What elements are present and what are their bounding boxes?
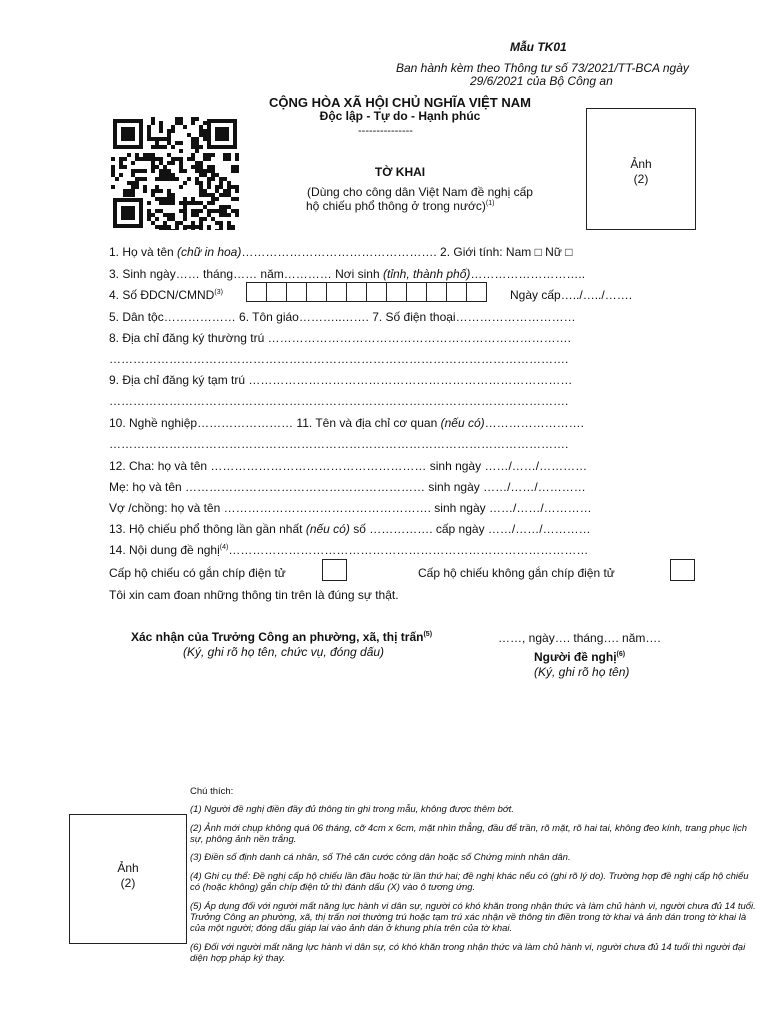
note-6: (6) Đối với người mất năng lực hành vi dân sự, có khó khăn trong nhận thức và làm chủ hành vi, người chưa đủ 14 tuổi thì người đại diện hợp pháp ký thay. (190, 942, 746, 964)
field-5-7: 5. Dân tộc……………… 6. Tôn giáo………..……. 7. Số điện thoại………………………… (109, 310, 576, 324)
field-9-temporary-address: 9. Địa chỉ đăng ký tạm trú ……………………………………………………………………… (109, 373, 573, 387)
field-4-issue-date: Ngày cấp…../…../……. (510, 288, 633, 302)
applicant-title: Người đề nghị$^{(6)}$ (534, 650, 626, 664)
issued-line-2: 29/6/2021 của Bộ Công an (470, 74, 613, 88)
id-digit-box[interactable] (406, 282, 427, 302)
field-4-id-label: 4. Số ĐDCN/CMND$^{(3)}$ (109, 288, 223, 302)
note-4: (4) Ghi cụ thể: Đề nghị cấp hộ chiếu lần đầu hoặc từ lần thứ hai; đề nghị khác nếu có (ghi rõ lý do). Trường hợp đề nghị cấp hộ chiếu có (hoặc không) gắn chíp điện tử thì đánh dấu (X) vào ô tương ứng. (190, 871, 749, 893)
photo-frame-top (586, 108, 696, 230)
id-digit-box[interactable] (446, 282, 467, 302)
note-3: (3) Điền số định danh cá nhân, số Thẻ căn cước công dân hoặc số Chứng minh nhân dân. (190, 852, 571, 863)
notes-heading: Chú thích: (190, 786, 234, 797)
field-12-mother: Mẹ: họ và tên …………………………………………………… sinh ngày ……/……/………… (109, 480, 586, 494)
id-digit-box[interactable] (346, 282, 367, 302)
date-line: ……, ngày…. tháng…. năm…. (498, 631, 661, 645)
photo-frame-bottom (69, 814, 187, 944)
form-title: TỜ KHAI (374, 165, 426, 179)
photo-label: Ảnh (630, 157, 652, 171)
photo-label: Ảnh (117, 861, 139, 875)
field-8-continuation: ……………………………………………………………………………………………………. (109, 352, 569, 366)
note-2: (2) Ảnh mới chụp không quá 06 tháng, cỡ 4cm x 6cm, mặt nhìn thẳng, đầu để trần, rõ mặt, rõ hai tai, không đeo kính, trang phục lịch sự, phông ảnh nền trắng. (190, 823, 747, 845)
field-14-request: 14. Nội dung đề nghị$^{(4)}$……………………………………………………………………………… (109, 543, 589, 557)
id-digit-box[interactable] (266, 282, 287, 302)
field-3-birth: 3. Sinh ngày…… tháng…… năm………… Nơi sinh (tỉnh, thành phố)……………………….. (109, 267, 586, 281)
field-8-permanent-address: 8. Địa chỉ đăng ký thường trú …………………………………………………………………. (109, 331, 571, 345)
field-10-continuation: ……………………………………………………………………………………………………. (109, 437, 569, 451)
id-number-boxes[interactable] (246, 282, 486, 302)
form-subtitle-2: hộ chiếu phổ thông ở trong nước)$^{(1)}$ (306, 199, 495, 213)
nation-heading: CỘNG HÒA XÃ HỘI CHỦ NGHĨA VIỆT NAM (269, 95, 531, 110)
applicant-note: (Ký, ghi rõ họ tên) (534, 665, 630, 679)
id-digit-box[interactable] (286, 282, 307, 302)
id-digit-box[interactable] (366, 282, 387, 302)
note-1: (1) Người đề nghị điền đầy đủ thông tin ghi trong mẫu, không được thêm bớt. (190, 804, 514, 815)
field-12-spouse: Vợ /chồng: họ và tên ……………………………………………. sinh ngày ……/……/………… (109, 501, 592, 515)
id-digit-box[interactable] (426, 282, 447, 302)
separator: --------------- (358, 125, 413, 137)
qr-code (111, 117, 239, 230)
id-digit-box[interactable] (386, 282, 407, 302)
id-digit-box[interactable] (306, 282, 327, 302)
id-digit-box[interactable] (466, 282, 487, 302)
field-10-11-occupation-agency: 10. Nghề nghiệp…………………… 11. Tên và địa chỉ cơ quan (nếu có)……………………. (109, 416, 584, 430)
form-code: Mẫu TK01 (510, 40, 567, 54)
oath-statement: Tôi xin cam đoan những thông tin trên là đúng sự thật. (109, 588, 399, 602)
chip-yes-label: Cấp hộ chiếu có gắn chíp điện tử (109, 566, 286, 580)
motto: Độc lập - Tự do - Hạnh phúc (319, 109, 481, 123)
photo-note: (2) (633, 172, 649, 186)
id-digit-box[interactable] (326, 282, 347, 302)
police-confirmation-note: (Ký, ghi rõ họ tên, chức vụ, đóng dấu) (183, 645, 385, 659)
chip-yes-checkbox[interactable] (322, 559, 347, 581)
field-12-father: 12. Cha: họ và tên ……………………………………………… sinh ngày ……/……/………… (109, 459, 588, 473)
field-1-name-gender: 1. Họ và tên (chữ in hoa)…………………………………………. 2. Giới tính: Nam □ Nữ □ (109, 245, 573, 259)
chip-no-checkbox[interactable] (670, 559, 695, 581)
chip-no-label: Cấp hộ chiếu không gắn chíp điện tử (418, 566, 615, 580)
note-5: (5) Áp dụng đối với người mất năng lực hành vi dân sự, người có khó khăn trong nhận thức và làm chủ hành vi, người chưa đủ 14 tuổi. Trưởng Công an phường, xã, thị trấn nơi thường trú hoặc tạm trú xác nhận về thông tin điền trong tờ khai và ảnh dán trong tờ khai là của một người; đóng dấu giáp lai vào ảnh dán ở khung phía trên của tờ khai. (190, 901, 756, 934)
field-9-continuation: ……………………………………………………………………………………………………. (109, 394, 569, 408)
field-13-previous-passport: 13. Hộ chiếu phổ thông lần gần nhất (nếu có) số ……………. cấp ngày ……/……/………… (109, 522, 591, 536)
police-confirmation-title: Xác nhận của Trưởng Công an phường, xã, thị trấn$^{(5)}$ (131, 630, 433, 644)
form-subtitle-1: (Dùng cho công dân Việt Nam đề nghị cấp (307, 185, 533, 199)
photo-note: (2) (120, 876, 136, 890)
id-digit-box[interactable] (246, 282, 267, 302)
issued-line-1: Ban hành kèm theo Thông tư số 73/2021/TT-BCA ngày (396, 61, 689, 75)
